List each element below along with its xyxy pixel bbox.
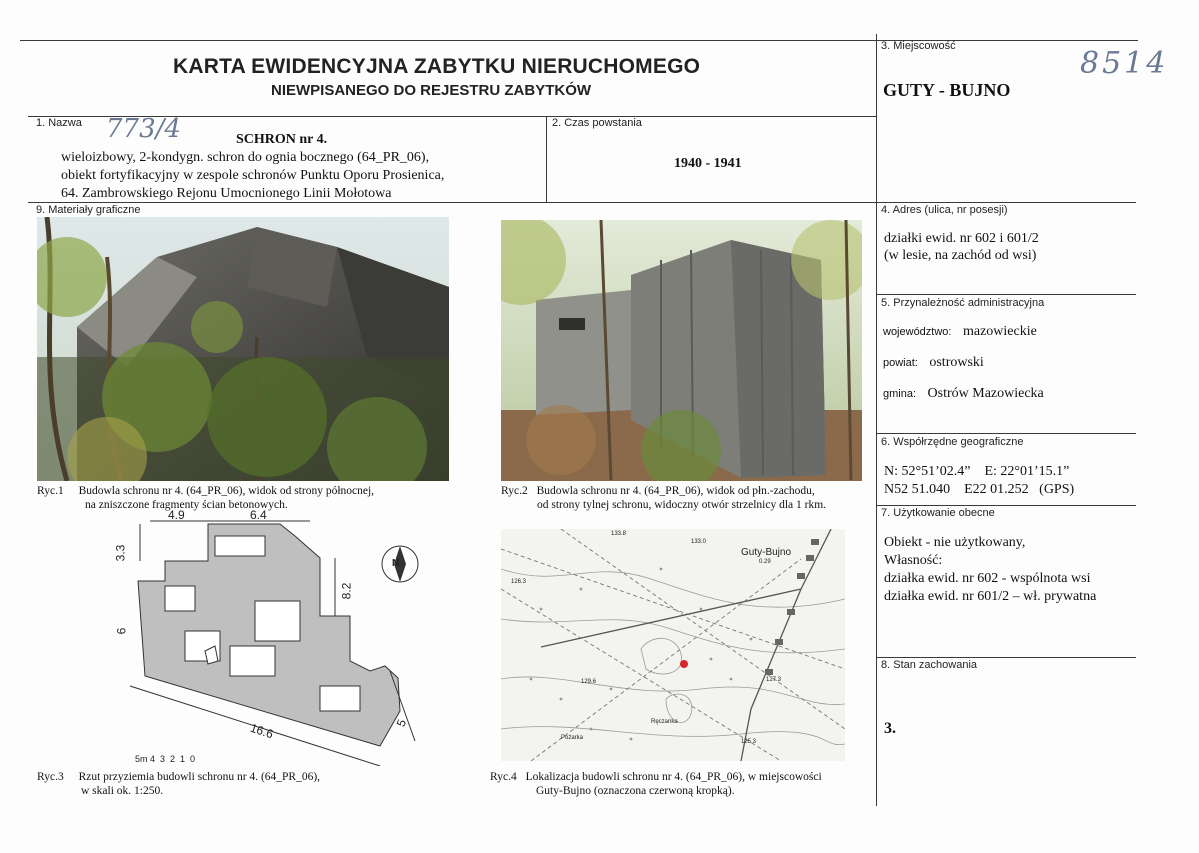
plan-dim-82: 8.2 <box>339 582 354 600</box>
map-height-6: 125.3 <box>741 739 757 745</box>
photo-bunker-north-image <box>37 217 449 481</box>
map-height-1: 133.8 <box>611 531 627 537</box>
caption-ryc3-tag: Ryc.3 <box>37 771 64 783</box>
location-map <box>501 529 845 761</box>
handwritten-inventory-number: 773/4 <box>106 114 181 144</box>
caption-ryc4-tag: Ryc.4 <box>490 771 517 783</box>
usage-line4: działka ewid. nr 601/2 – wł. prywatna <box>884 589 1097 604</box>
commune-value: Ostrów Mazowiecka <box>927 386 1044 401</box>
object-desc-line1: wieloizbowy, 2-kondygn. schron do ognia bocznego (64_PR_06), <box>61 150 430 165</box>
voivodeship-label: województwo: <box>883 326 952 338</box>
caption-ryc3-text2: w skali ok. 1:250. <box>81 785 164 797</box>
map-height-5: 127.3 <box>766 677 782 683</box>
map-height-4: 129.6 <box>581 679 597 685</box>
plan-dim-166: 16.6 <box>248 720 275 742</box>
field2-label: 2. Czas powstania <box>552 117 642 129</box>
county-value: ostrowski <box>929 355 984 370</box>
field7-label: 7. Użytkowanie obecne <box>881 507 995 519</box>
county-row <box>883 355 984 371</box>
usage-line2: Własność: <box>884 553 943 568</box>
map-height-2: 133.0 <box>691 539 707 545</box>
locality-value: GUTY - BUJNO <box>883 80 1011 100</box>
map-height-3: 126.3 <box>511 579 527 585</box>
caption-ryc1-text: Budowla schronu nr 4. (64_PR_06), widok od strony północnej, <box>78 485 375 497</box>
photo-bunker-northwest <box>501 220 862 481</box>
caption-ryc2-text: Budowla schronu nr 4. (64_PR_06), widok od płn.-zachodu, <box>536 485 815 497</box>
caption-ryc2 <box>501 484 881 512</box>
map-place-label: Guty-Bujno <box>741 547 792 558</box>
plan-dim-49: 4.9 <box>168 508 185 522</box>
commune-row <box>883 386 1044 402</box>
voivodeship-value: mazowieckie <box>962 324 1037 339</box>
map-height-7: 0.29 <box>759 559 771 565</box>
voivodeship-row <box>883 324 1037 340</box>
photo-bunker-northwest-image <box>501 220 862 481</box>
caption-ryc3-text: Rzut przyziemia budowli schronu nr 4. (64_PR_06), <box>78 771 321 783</box>
condition-value: 3. <box>884 720 896 737</box>
construction-date: 1940 - 1941 <box>674 156 742 171</box>
object-name: SCHRON nr 4. <box>236 132 328 147</box>
floor-plan <box>110 506 440 766</box>
field4-label: 4. Adres (ulica, nr posesji) <box>881 204 1008 216</box>
north-arrow-label: N <box>392 558 400 569</box>
field8-label: 8. Stan zachowania <box>881 659 978 671</box>
object-desc-line3: 64. Zambrowskiego Rejonu Umocnionego Linii Mołotowa <box>61 186 392 201</box>
coords-line1: N: 52°51’02.4” E: 22°01’15.1” <box>884 464 1070 479</box>
card-subtitle: NIEWPISANEGO DO REJESTRU ZABYTKÓW <box>271 82 592 99</box>
top-rule <box>20 40 1138 41</box>
col-divider <box>876 34 877 806</box>
field3-label: 3. Miejscowość <box>881 40 956 52</box>
object-desc-line2: obiekt fortyfikacyjny w zespole schronów Punktu Oporu Prosienica, <box>61 168 445 183</box>
commune-label: gmina: <box>883 388 917 400</box>
caption-ryc4-text: Lokalizacja budowli schronu nr 4. (64_PR_06), w miejscowości <box>525 771 822 783</box>
coords-line2: N52 51.040 E22 01.252 (GPS) <box>884 482 1075 497</box>
usage-line1: Obiekt - nie użytkowany, <box>884 535 1026 550</box>
county-label: powiat: <box>883 357 918 369</box>
plan-dim-5: 5 <box>393 717 410 729</box>
map-label-1: Poźarka <box>561 735 584 741</box>
caption-ryc3 <box>37 770 437 798</box>
plan-scale-bar: 5m 4 3 2 1 0 <box>135 754 196 764</box>
field1-label: 1. Nazwa <box>36 117 82 129</box>
field8-rule <box>876 657 1136 658</box>
row1-bottom-rule <box>28 202 1136 203</box>
card-title: KARTA EWIDENCYJNA ZABYTKU NIERUCHOMEGO <box>173 55 701 78</box>
row1-divider <box>546 116 547 202</box>
caption-ryc4-text2: Guty-Bujno (oznaczona czerwoną kropką). <box>536 785 735 797</box>
field6-label: 6. Współrzędne geograficzne <box>881 436 1024 448</box>
plan-dim-64: 6.4 <box>250 508 267 522</box>
field6-rule <box>876 433 1136 434</box>
map-label-2: Ręczanka <box>651 719 678 725</box>
field5-label: 5. Przynależność administracyjna <box>881 297 1045 309</box>
usage-line3: działka ewid. nr 602 - wspólnota wsi <box>884 571 1091 586</box>
address-line1: działki ewid. nr 602 i 601/2 <box>884 231 1039 246</box>
field9-label: 9. Materiały graficzne <box>36 204 141 216</box>
caption-ryc1-tag: Ryc.1 <box>37 485 64 497</box>
plan-dim-33: 3.3 <box>113 544 128 562</box>
address-line2: (w lesie, na zachód od wsi) <box>884 248 1037 263</box>
location-map-drawing <box>501 529 845 761</box>
caption-ryc2-text2: od strony tylnej schronu, widoczny otwór strzelnicy dla 1 rkm. <box>537 499 827 511</box>
photo-bunker-north <box>37 217 449 481</box>
field5-rule <box>876 294 1136 295</box>
field7-rule <box>876 505 1136 506</box>
caption-ryc4 <box>490 770 880 798</box>
caption-ryc1-text2: na zniszczone fragmenty ścian betonowych. <box>85 499 288 511</box>
handwritten-card-number: 8514 <box>1080 46 1169 81</box>
caption-ryc2-tag: Ryc.2 <box>501 485 528 497</box>
plan-dim-6: 6 <box>114 627 129 635</box>
